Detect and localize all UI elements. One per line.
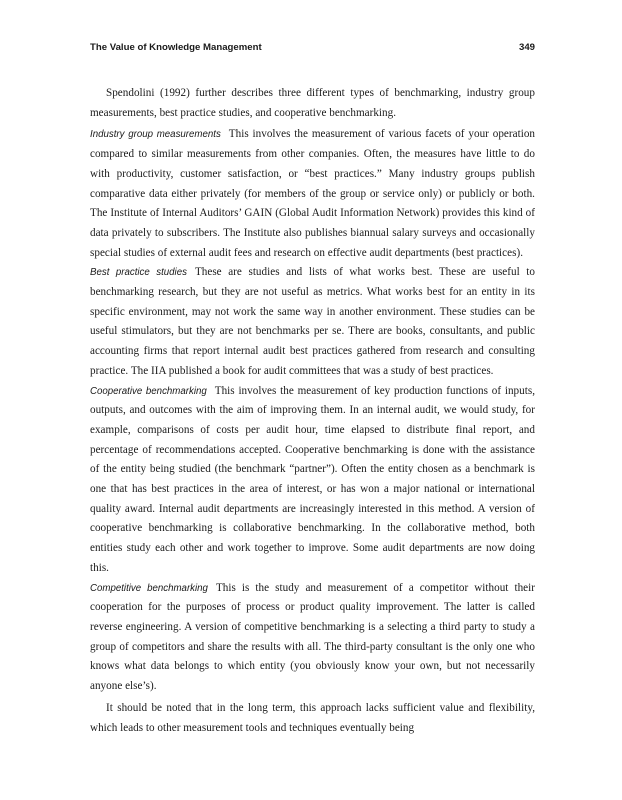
best-practice-text: These are studies and lists of what works best. These are useful to benchmarking research, but they are not useful as metrics. What works best for an entity in its specific environment, may not work the same way in another environment. These studies can be useful stimulators, but they are not benchmarks per se. There are books, consultants, and public accounting firms that report internal audit best practices gathered from research and consulting practice. The IIA published a book for audit committees that was a study of best practices.	[90, 266, 535, 377]
body-text	[90, 84, 535, 738]
cooperative-paragraph	[90, 382, 535, 579]
cooperative-text: This involves the measurement of key production functions of inputs, outputs, and outcomes with the aim of improving them. In an internal audit, we would study, for example, comparisons of costs per audit hour, time elapsed to distribute final report, and percentage of recommendations accepted. Cooperative benchmarking is done with the assistance of the entity being studied (the benchmark “partner”). Often the entity chosen as a benchmark is one that has best practices in the area of interest, or has won a major national or international quality award. Internal audit departments are increasingly interested in this method. A version of cooperative benchmarking is collaborative benchmarking. In the collaborative method, both entities study each other and work together to improve. Some audit departments are now doing this.	[90, 384, 535, 574]
industry-group-heading: Industry group measurements	[90, 129, 221, 141]
best-practice-heading: Best practice studies	[90, 267, 187, 279]
page-number: 349	[518, 42, 535, 53]
competitive-paragraph	[90, 579, 535, 697]
industry-group-text: This involves the measurement of various facets of your operation compared to similar measurements from other companies. Often, the measures have little to do with productivity, customer satisfaction, or “best practices.” Many industry groups publish comparative data either privately (for members of the group or service only) or publicly or both. The Institute of Internal Auditors’ GAIN (Global Audit Information Network) provides this kind of data privately to subscribers. The Institute also publishes biannual salary surveys and occasionally special studies of external audit fees and research on effective audit departments (best practices).	[90, 128, 535, 259]
cooperative-heading: Cooperative benchmarking	[90, 385, 207, 397]
running-header	[90, 42, 535, 56]
running-header-title: The Value of Knowledge Management	[90, 42, 262, 53]
industry-group-paragraph	[90, 125, 535, 263]
competitive-text: This is the study and measurement of a competitor without their cooperation for the purposes of process or product quality improvement. The latter is called reverse engineering. A version of competitive benchmarking is a selecting a third party to study a group of competitors and share the results with all. The third-party consultant is the only one who knows what data belongs to which entity (you obviously know your own, but not necessarily anyone else’s).	[90, 581, 535, 693]
intro-paragraph: Spendolini (1992) further describes three different types of benchmarking, industry group measurements, best practice studies, and cooperative benchmarking.	[90, 87, 535, 119]
competitive-heading: Competitive benchmarking	[90, 582, 208, 594]
best-practice-paragraph	[90, 263, 535, 381]
closing-paragraph: It should be noted that in the long term, this approach lacks sufficient value and flexibility, which leads to other measurement tools and techniques eventually being	[90, 701, 535, 734]
